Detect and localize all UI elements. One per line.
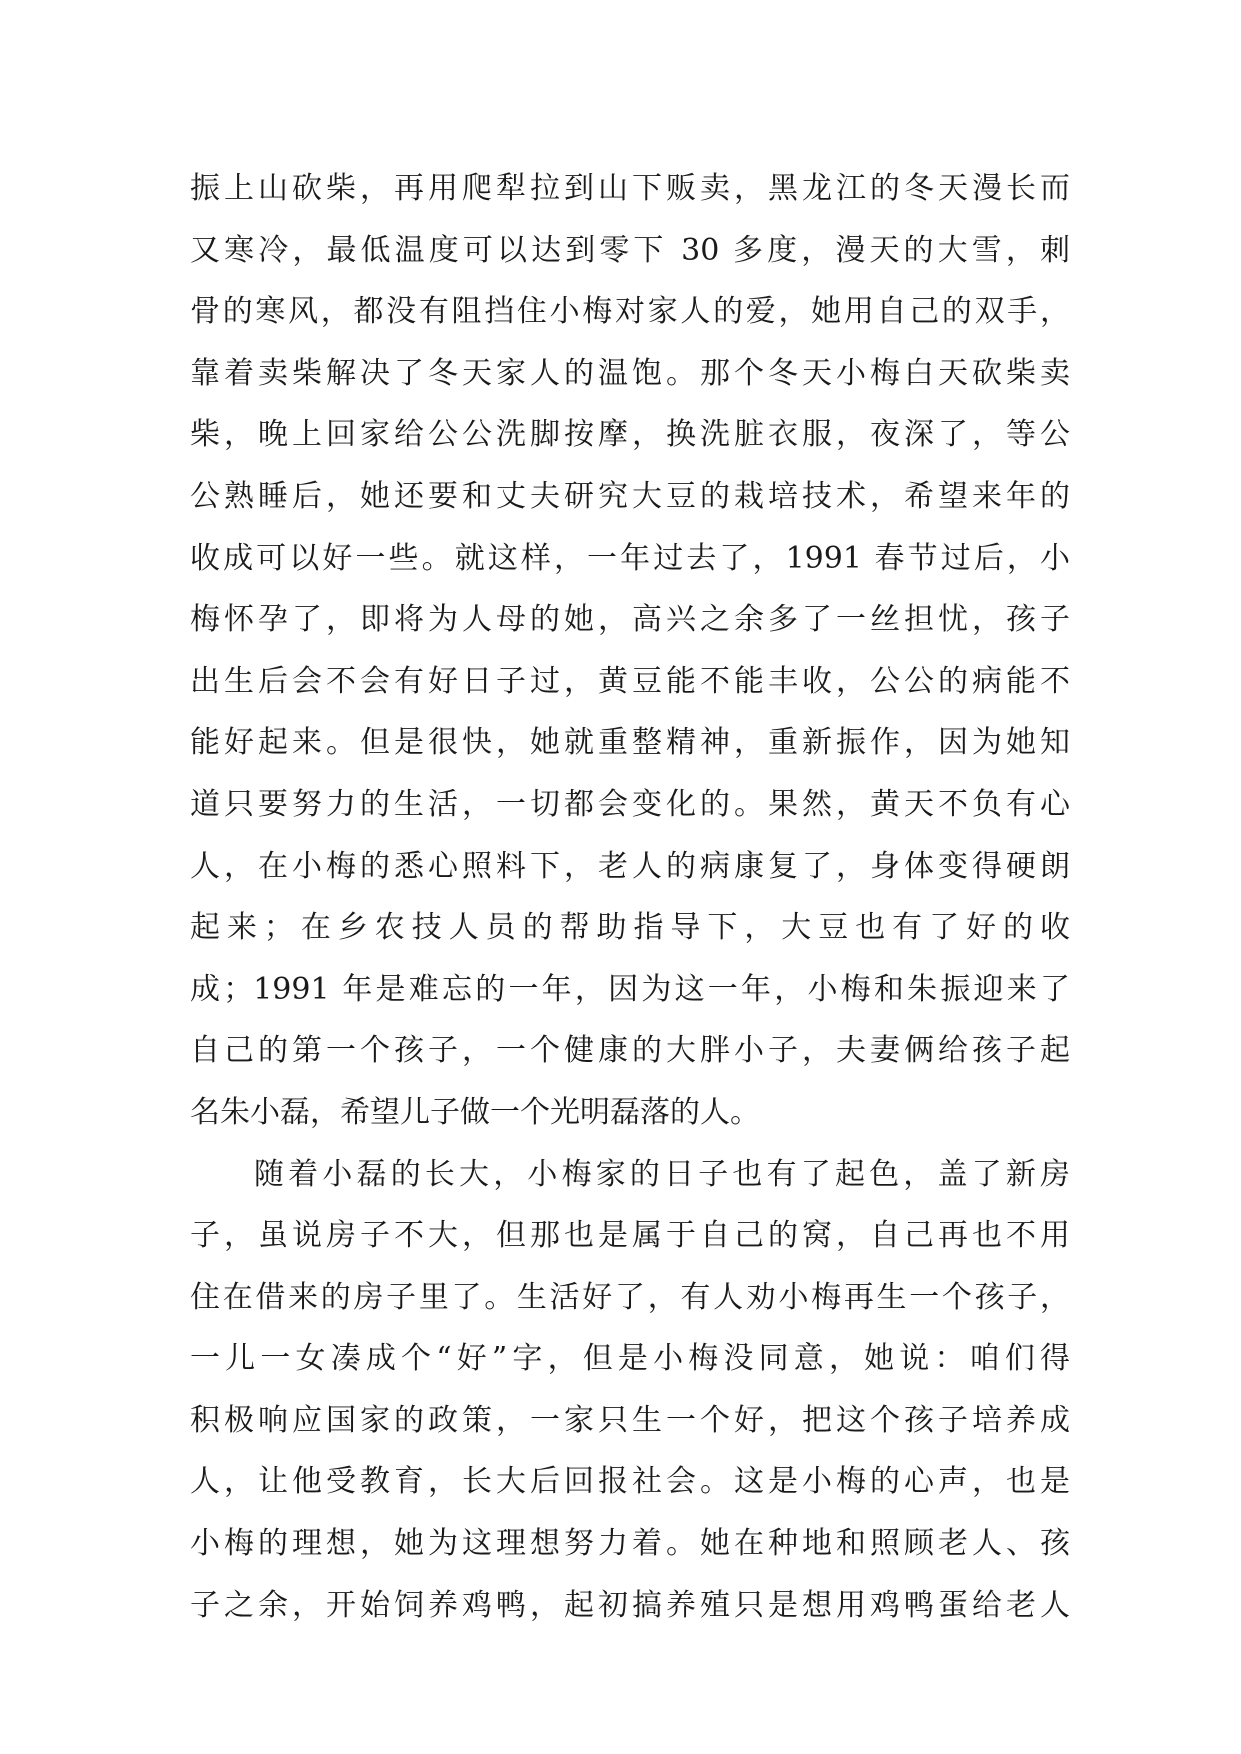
text-line: 又寒冷，最低温度可以达到零下 30 多度，漫天的大雪，刺 xyxy=(190,232,1070,268)
text-line: 道只要努力的生活，一切都会变化的。果然，黄天不负有心 xyxy=(190,786,1070,822)
text-line: 小梅的理想，她为这理想努力着。她在种地和照顾老人、孩 xyxy=(190,1526,1070,1562)
text-line: 柴，晚上回家给公公洗脚按摩，换洗脏衣服，夜深了，等公 xyxy=(190,417,1070,453)
text-line: 人，让他受教育，长大后回报社会。这是小梅的心声，也是 xyxy=(190,1464,1070,1500)
text-line: 住在借来的房子里了。生活好了，有人劝小梅再生一个孩子， xyxy=(190,1279,1070,1315)
text-line: 子之余，开始饲养鸡鸭，起初搞养殖只是想用鸡鸭蛋给老人 xyxy=(190,1587,1070,1623)
text-line: 公熟睡后，她还要和丈夫研究大豆的栽培技术，希望来年的 xyxy=(190,478,1070,514)
text-line: 骨的寒风，都没有阻挡住小梅对家人的爱，她用自己的双手， xyxy=(190,294,1070,330)
text-line: 一儿一女凑成个“好”字，但是小梅没同意，她说：咱们得 xyxy=(190,1341,1070,1377)
text-line: 积极响应国家的政策，一家只生一个好，把这个孩子培养成 xyxy=(190,1402,1070,1438)
text-line: 成；1991 年是难忘的一年，因为这一年，小梅和朱振迎来了 xyxy=(190,971,1070,1007)
text-line: 出生后会不会有好日子过，黄豆能不能丰收，公公的病能不 xyxy=(190,663,1070,699)
text-line: 收成可以好一些。就这样，一年过去了，1991 春节过后，小 xyxy=(190,540,1070,576)
text-line: 自己的第一个孩子，一个健康的大胖小子，夫妻俩给孩子起 xyxy=(190,1033,1070,1069)
body-text xyxy=(190,158,1070,1636)
text-line: 子，虽说房子不大，但那也是属于自己的窝，自己再也不用 xyxy=(190,1218,1070,1254)
text-line: 起来；在乡农技人员的帮助指导下，大豆也有了好的收 xyxy=(190,910,1070,946)
text-line: 靠着卖柴解决了冬天家人的温饱。那个冬天小梅白天砍柴卖 xyxy=(190,355,1070,391)
text-line: 名朱小磊，希望儿子做一个光明磊落的人。 xyxy=(190,1094,760,1130)
text-line: 人，在小梅的悉心照料下，老人的病康复了，身体变得硬朗 xyxy=(190,848,1070,884)
text-line: 能好起来。但是很快，她就重整精神，重新振作，因为她知 xyxy=(190,725,1070,761)
text-line: 随着小磊的长大，小梅家的日子也有了起色，盖了新房 xyxy=(254,1156,1070,1192)
text-line: 振上山砍柴，再用爬犁拉到山下贩卖，黑龙江的冬天漫长而 xyxy=(190,171,1070,206)
text-line: 梅怀孕了，即将为人母的她，高兴之余多了一丝担忧，孩子 xyxy=(190,602,1070,638)
